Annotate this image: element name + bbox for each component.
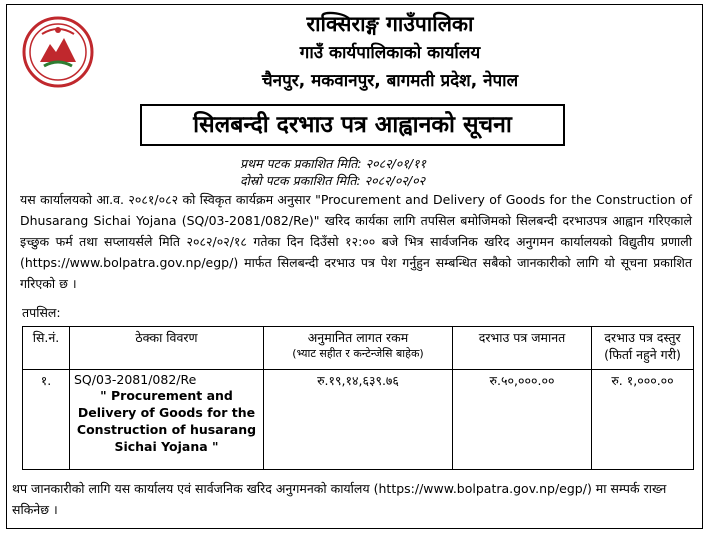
table-header-row: [23, 327, 694, 370]
header-deposit: दरभाउ पत्र जमानत: [453, 327, 592, 370]
municipality-name: राक्सिराङ्ग गाउँपालिका: [306, 12, 474, 36]
office-address: चैनपुर, मकवानपुर, बागमती प्रदेश, नेपाल: [261, 71, 519, 91]
notice-body: यस कार्यालयको आ.व. २०८१/०८२ को स्विकृत कार्यक्रम अनुसार "Procurement and Delivery of Goods for the Construction of Dhusarang Sichai Yojana (SQ/03-2081/082/Re)" खरिद कार्यका लागि तपसिल बमोजिमको सिलबन्दी दरभाउपत्र आह्वान गरिएकाले इच्छुक फर्म तथा सप्लायर्सले मिति २०८२/०२/१८ गतेका दिन दिउँसो १२:०० बजे भित्र सार्वजनिक खरिद अनुगमन कार्यालयको विद्युतीय प्रणाली (https://www.bolpatra.gov.np/egp/) मार्फत सिलबन्दी दरभाउ पत्र पेश गर्नुहुन सम्बन्धित सबैको जानकारीको लागि यो सूचना प्रकाशित गरिएको छ ।: [20, 192, 692, 291]
office-name: गाउँ कार्यपालिकाको कार्यालय: [299, 43, 481, 63]
row-code: SQ/03-2081/082/Re: [74, 372, 197, 387]
row-sn: १.: [23, 370, 70, 470]
nepal-emblem-icon: [20, 14, 96, 90]
schedule-label: तपसिल:: [22, 305, 61, 320]
header-description: ठेक्का विवरण: [70, 327, 264, 370]
row-fee: रु. १,०००.००: [592, 370, 694, 470]
row-description: [70, 370, 264, 470]
row-deposit: रु.५०,०००.००: [453, 370, 592, 470]
header-estimate-sub: (भ्याट सहीत र कन्टेन्जेसि बाहेक): [292, 347, 424, 360]
row-estimate: रु.१९,१४,६३९.७६: [264, 370, 453, 470]
row-desc-text: " Procurement and Delivery of Goods for the Construction of husarang Sichai Yojana ": [76, 388, 257, 454]
header-fee-sub: (फिर्ता नहुने गरी): [604, 347, 681, 362]
second-publication-date: दोस्रो पटक प्रकाशित मिति: २०८२/०२/०२: [240, 173, 426, 188]
header-fee: [592, 327, 694, 370]
header-estimate-label: अनुमानित लागत रकम: [307, 330, 409, 345]
header-estimate: [264, 327, 453, 370]
footer-note: थप जानकारीको लागि यस कार्यालय एवं सार्वजनिक खरिद अनुगमनको कार्यालय (https://www.bolpatra.gov.np/egp/) मा सम्पर्क राख्न सकिनेछ ।: [12, 481, 667, 517]
first-publication-date: प्रथम पटक प्रकाशित मिति: २०८२/०१/११: [240, 156, 426, 171]
notice-title: सिलबन्दी दरभाउ पत्र आह्वानको सूचना: [140, 104, 565, 146]
tender-table: [22, 326, 694, 470]
header-sn: सि.नं.: [23, 327, 70, 370]
table-row: [23, 370, 694, 470]
header-fee-label: दरभाउ पत्र दस्तुर: [604, 330, 681, 345]
